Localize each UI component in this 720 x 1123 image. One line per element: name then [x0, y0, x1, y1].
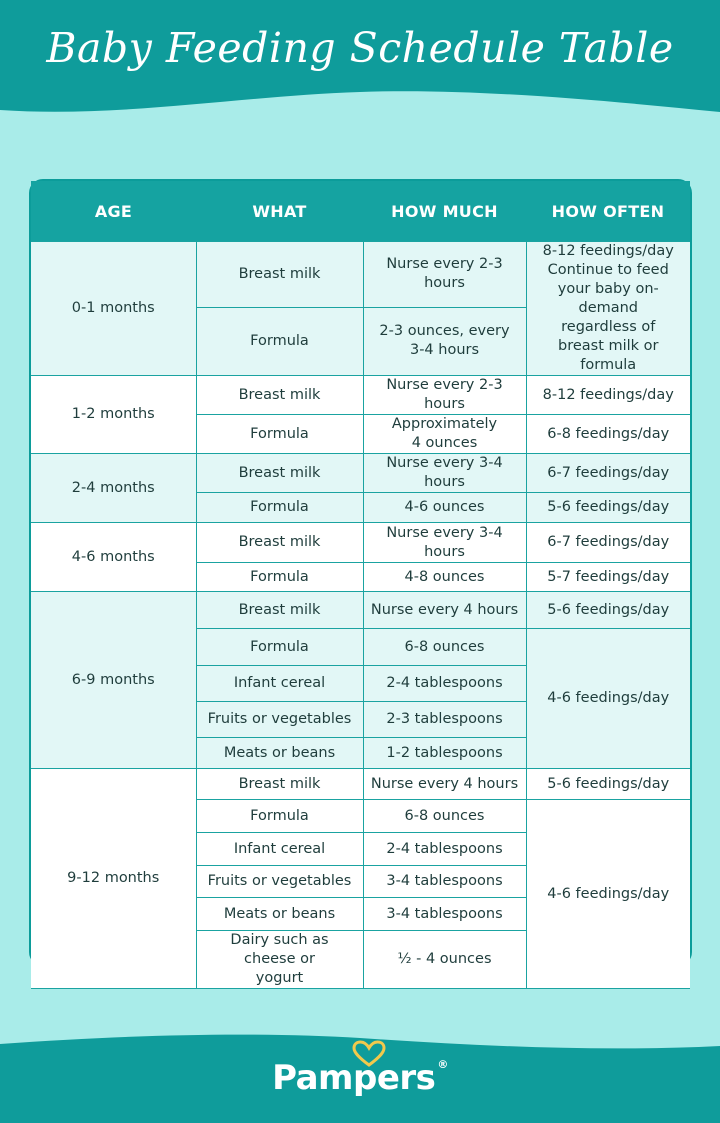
- age-cell: 9-12 months: [31, 769, 196, 989]
- what-cell: Fruits or vegetables: [196, 702, 363, 738]
- table-row: [31, 376, 690, 415]
- header-what: WHAT: [196, 181, 363, 242]
- what-cell: Breast milk: [196, 376, 363, 415]
- registered-mark: ®: [437, 1058, 448, 1071]
- how-often-cell: 6-7 feedings/day: [526, 523, 690, 563]
- how-much-cell: 2-4 tablespoons: [363, 666, 526, 702]
- header-age: AGE: [31, 181, 196, 242]
- how-much-cell: 1-2 tablespoons: [363, 738, 526, 769]
- what-cell: Meats or beans: [196, 898, 363, 931]
- table-header-row: [31, 181, 690, 242]
- what-cell: Breast milk: [196, 454, 363, 493]
- how-often-cell: 5-6 feedings/day: [526, 592, 690, 629]
- age-cell: 6-9 months: [31, 592, 196, 769]
- what-cell: Breast milk: [196, 769, 363, 800]
- how-much-cell: 4-8 ounces: [363, 563, 526, 592]
- pampers-logo: [0, 1058, 720, 1098]
- age-cell: 4-6 months: [31, 523, 196, 592]
- what-cell: Formula: [196, 629, 363, 666]
- age-cell: 0-1 months: [31, 242, 196, 376]
- how-often-cell: 5-7 feedings/day: [526, 563, 690, 592]
- what-cell: Breast milk: [196, 523, 363, 563]
- how-much-cell: 4-6 ounces: [363, 493, 526, 523]
- header-how-often: HOW OFTEN: [526, 181, 690, 242]
- age-cell: 2-4 months: [31, 454, 196, 523]
- how-much-cell: 6-8 ounces: [363, 800, 526, 833]
- what-cell: Breast milk: [196, 242, 363, 308]
- how-often-cell: 4-6 feedings/day: [526, 800, 690, 989]
- how-much-cell: 2-4 tablespoons: [363, 833, 526, 866]
- how-much-cell: 3-4 tablespoons: [363, 866, 526, 898]
- what-cell: Dairy such as cheese or yogurt: [196, 931, 363, 989]
- how-much-cell: Nurse every 4 hours: [363, 592, 526, 629]
- table-row: [31, 523, 690, 563]
- how-much-cell: 3-4 tablespoons: [363, 898, 526, 931]
- how-much-cell: Nurse every 2-3 hours: [363, 242, 526, 308]
- what-cell: Infant cereal: [196, 833, 363, 866]
- how-much-cell: Nurse every 3-4 hours: [363, 523, 526, 563]
- how-much-cell: Approximately 4 ounces: [363, 415, 526, 454]
- how-much-cell: Nurse every 2-3 hours: [363, 376, 526, 415]
- table-row: [31, 769, 690, 800]
- how-much-cell: 6-8 ounces: [363, 629, 526, 666]
- header-band: [0, 0, 720, 140]
- what-cell: Formula: [196, 415, 363, 454]
- table-row: [31, 242, 690, 308]
- how-much-cell: 2-3 ounces, every 3-4 hours: [363, 307, 526, 375]
- how-much-cell: ½ - 4 ounces: [363, 931, 526, 989]
- how-often-cell: 8-12 feedings/day: [526, 376, 690, 415]
- age-cell: 1-2 months: [31, 376, 196, 454]
- logo-text: Pampers: [272, 1058, 436, 1098]
- how-often-cell: 5-6 feedings/day: [526, 493, 690, 523]
- what-cell: Formula: [196, 800, 363, 833]
- table-row: [31, 592, 690, 629]
- header-how-much: HOW MUCH: [363, 181, 526, 242]
- feeding-schedule-table: [29, 179, 692, 986]
- table-row: [31, 454, 690, 493]
- how-much-cell: Nurse every 4 hours: [363, 769, 526, 800]
- what-cell: Breast milk: [196, 592, 363, 629]
- page-title: Baby Feeding Schedule Table: [46, 24, 674, 72]
- what-cell: Fruits or vegetables: [196, 866, 363, 898]
- what-cell: Formula: [196, 493, 363, 523]
- how-often-cell: 8-12 feedings/day Continue to feed your baby on-demand regardless of breast milk or formula: [526, 242, 690, 376]
- how-often-cell: 6-8 feedings/day: [526, 415, 690, 454]
- what-cell: Formula: [196, 563, 363, 592]
- how-often-cell: 4-6 feedings/day: [526, 629, 690, 769]
- what-cell: Meats or beans: [196, 738, 363, 769]
- what-cell: Infant cereal: [196, 666, 363, 702]
- schedule-table: [31, 181, 690, 989]
- how-often-cell: 6-7 feedings/day: [526, 454, 690, 493]
- how-often-cell: 5-6 feedings/day: [526, 769, 690, 800]
- what-cell: Formula: [196, 307, 363, 375]
- how-much-cell: 2-3 tablespoons: [363, 702, 526, 738]
- how-much-cell: Nurse every 3-4 hours: [363, 454, 526, 493]
